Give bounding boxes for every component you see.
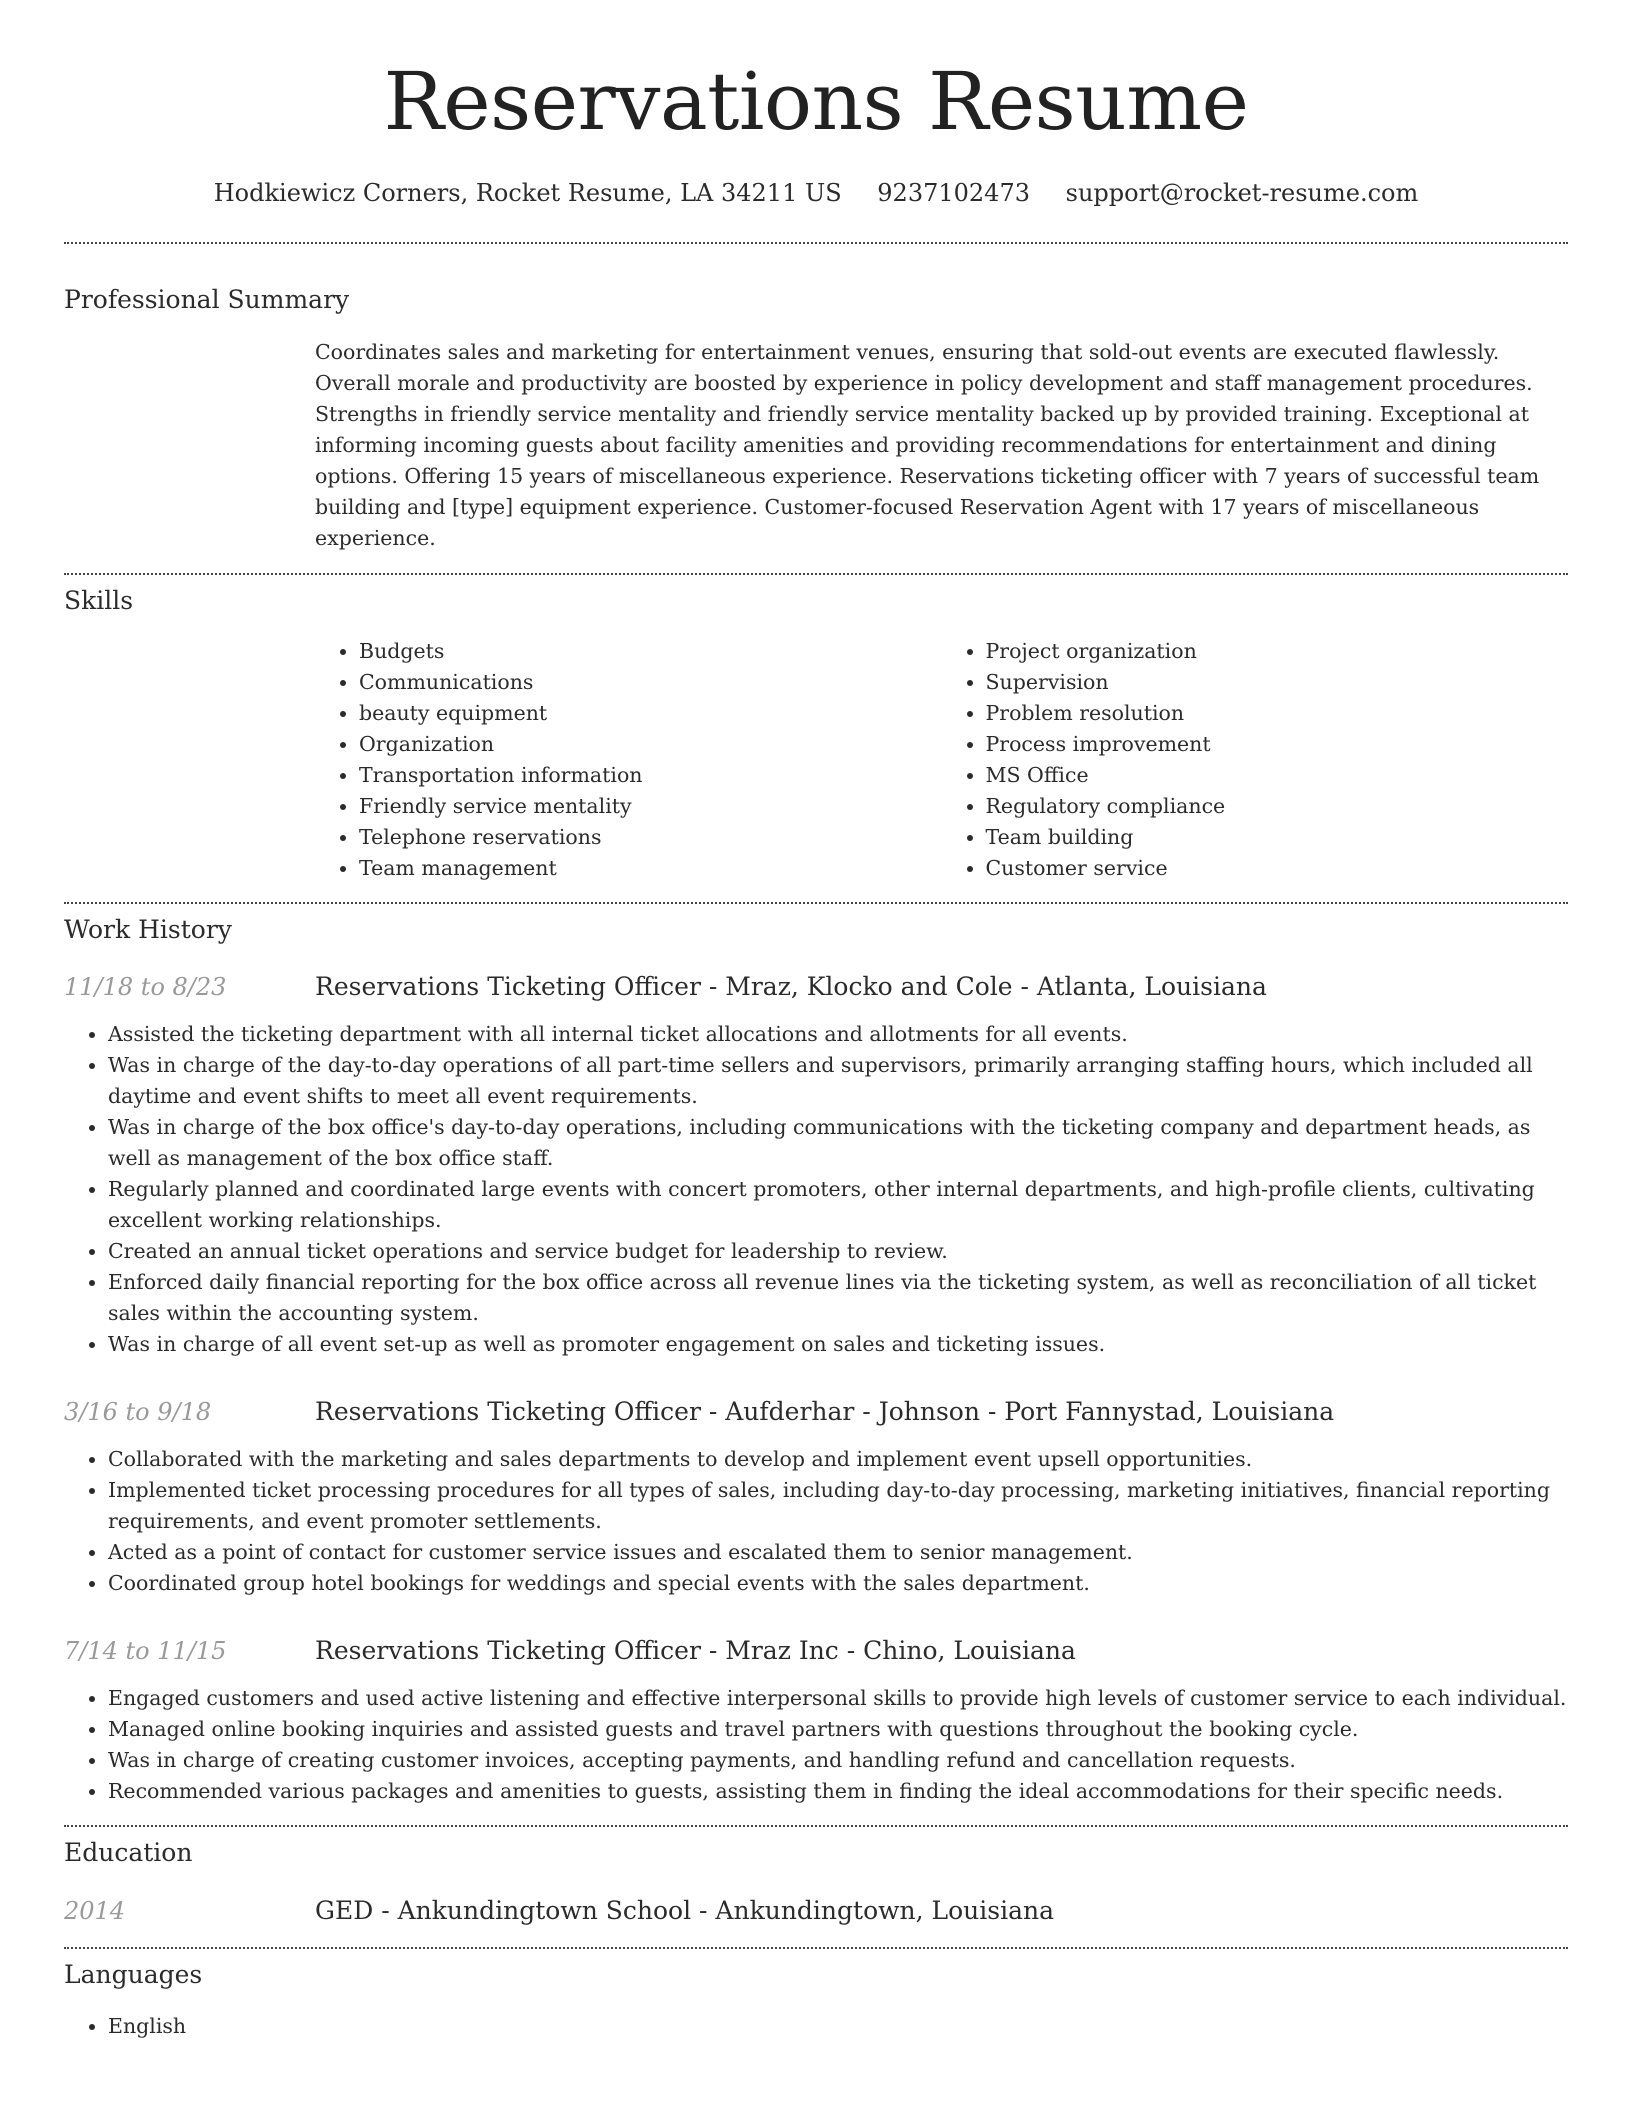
job-title: Reservations Ticketing Officer - Mraz, Klocko and Cole - Atlanta, Louisiana	[315, 972, 1267, 1001]
job-dates: 11/18 to 8/23	[64, 973, 227, 1001]
work-heading: Work History	[64, 915, 232, 944]
divider	[64, 902, 1568, 904]
job-bullets	[64, 1683, 1568, 1807]
list-item: • Collaborated with the marketing and sales departments to develop and implement event upsell opportunities.	[108, 1444, 1568, 1475]
education-title: GED - Ankundingtown School - Ankundingtown, Louisiana	[315, 1896, 1055, 1925]
job-dates: 7/14 to 11/15	[64, 1637, 227, 1665]
list-item: • Was in charge of creating customer invoices, accepting payments, and handling refund and cancellation requests.	[108, 1745, 1568, 1776]
list-item: • Coordinated group hotel bookings for weddings and special events with the sales department.	[108, 1568, 1568, 1599]
list-item: • Assisted the ticketing department with all internal ticket allocations and allotments for all events.	[108, 1019, 1568, 1050]
skill-item: • beauty equipment	[359, 698, 942, 729]
list-item: • Acted as a point of contact for customer service issues and escalated them to senior management.	[108, 1537, 1568, 1568]
summary-text: Coordinates sales and marketing for entertainment venues, ensuring that sold-out events are executed flawlessly. Overall morale and productivity are boosted by experience in policy development and staff management procedures. Strengths in friendly service mentality and friendly service mentality backed up by provided training. Exceptional at informing incoming guests about facility amenities and providing recommendations for entertainment and dining options. Offering 15 years of miscellaneous experience. Reservations ticketing officer with 7 years of successful team building and [type] equipment experience. Customer-focused Reservation Agent with 17 years of miscellaneous experience.	[315, 340, 1540, 550]
skill-item: • Communications	[359, 667, 942, 698]
skills-column-right	[942, 636, 1569, 884]
skills-column-left	[315, 636, 942, 884]
list-item: • Implemented ticket processing procedures for all types of sales, including day-to-day processing, marketing initiatives, financial reporting requirements, and event promoter settlements.	[108, 1475, 1568, 1537]
address: Hodkiewicz Corners, Rocket Resume, LA 34211 US	[213, 179, 842, 207]
list-item: • Regularly planned and coordinated large events with concert promoters, other internal departments, and high-profile clients, cultivating excellent working relationships.	[108, 1174, 1568, 1236]
skill-item: • Regulatory compliance	[986, 791, 1569, 822]
list-item: • Was in charge of all event set-up as well as promoter engagement on sales and ticketing issues.	[108, 1329, 1568, 1360]
language-item: • English	[108, 2011, 1568, 2042]
divider	[64, 1825, 1568, 1827]
skill-item: • Problem resolution	[986, 698, 1569, 729]
skill-item: • Team building	[986, 822, 1569, 853]
education-entry	[64, 1895, 1568, 1927]
languages-list	[64, 2011, 1568, 2042]
job-bullets	[64, 1019, 1568, 1360]
skill-item: • Transportation information	[359, 760, 942, 791]
education-heading: Education	[64, 1838, 193, 1867]
list-item: • Managed online booking inquiries and assisted guests and travel partners with questions throughout the booking cycle.	[108, 1714, 1568, 1745]
contact-line	[64, 178, 1568, 208]
job-title: Reservations Ticketing Officer - Mraz Inc - Chino, Louisiana	[315, 1636, 1076, 1665]
divider	[64, 573, 1568, 575]
resume-title: Reservations Resume	[383, 55, 1249, 148]
list-item: • Was in charge of the day-to-day operations of all part-time sellers and supervisors, primarily arranging staffing hours, which included all daytime and event shifts to meet all event requirements.	[108, 1050, 1568, 1112]
list-item: • Enforced daily financial reporting for the box office across all revenue lines via the ticketing system, as well as reconciliation of all ticket sales within the accounting system.	[108, 1267, 1568, 1329]
skill-item: • Customer service	[986, 853, 1569, 884]
education-dates: 2014	[64, 1897, 126, 1925]
resume-page	[64, 0, 1568, 2042]
list-item: • Recommended various packages and amenities to guests, assisting them in finding the ideal accommodations for their specific needs.	[108, 1776, 1568, 1807]
skill-item: • Telephone reservations	[359, 822, 942, 853]
job-title: Reservations Ticketing Officer - Aufderhar - Johnson - Port Fannystad, Louisiana	[315, 1397, 1335, 1426]
job-bullets	[64, 1444, 1568, 1599]
job-entry	[64, 971, 1568, 1360]
skills-heading: Skills	[64, 586, 134, 615]
list-item: • Engaged customers and used active listening and effective interpersonal skills to provide high levels of customer service to each individual.	[108, 1683, 1568, 1714]
skill-item: • Process improvement	[986, 729, 1569, 760]
skills-list	[315, 636, 1568, 884]
skill-item: • Organization	[359, 729, 942, 760]
job-entry	[64, 1635, 1568, 1807]
skill-item: • Team management	[359, 853, 942, 884]
job-entry	[64, 1396, 1568, 1599]
skill-item: • Friendly service mentality	[359, 791, 942, 822]
divider	[64, 1947, 1568, 1949]
list-item: • Was in charge of the box office's day-to-day operations, including communications with the ticketing company and department heads, as well as management of the box office staff.	[108, 1112, 1568, 1174]
email[interactable]: support@rocket-resume.com	[1065, 179, 1419, 207]
list-item: • Created an annual ticket operations and service budget for leadership to review.	[108, 1236, 1568, 1267]
skill-item: • Supervision	[986, 667, 1569, 698]
languages-heading: Languages	[64, 1960, 203, 1989]
skill-item: • Project organization	[986, 636, 1569, 667]
skill-item: • MS Office	[986, 760, 1569, 791]
skill-item: • Budgets	[359, 636, 942, 667]
job-dates: 3/16 to 9/18	[64, 1398, 212, 1426]
divider	[64, 242, 1568, 244]
summary-heading: Professional Summary	[64, 285, 350, 314]
phone: 9237102473	[877, 179, 1030, 207]
